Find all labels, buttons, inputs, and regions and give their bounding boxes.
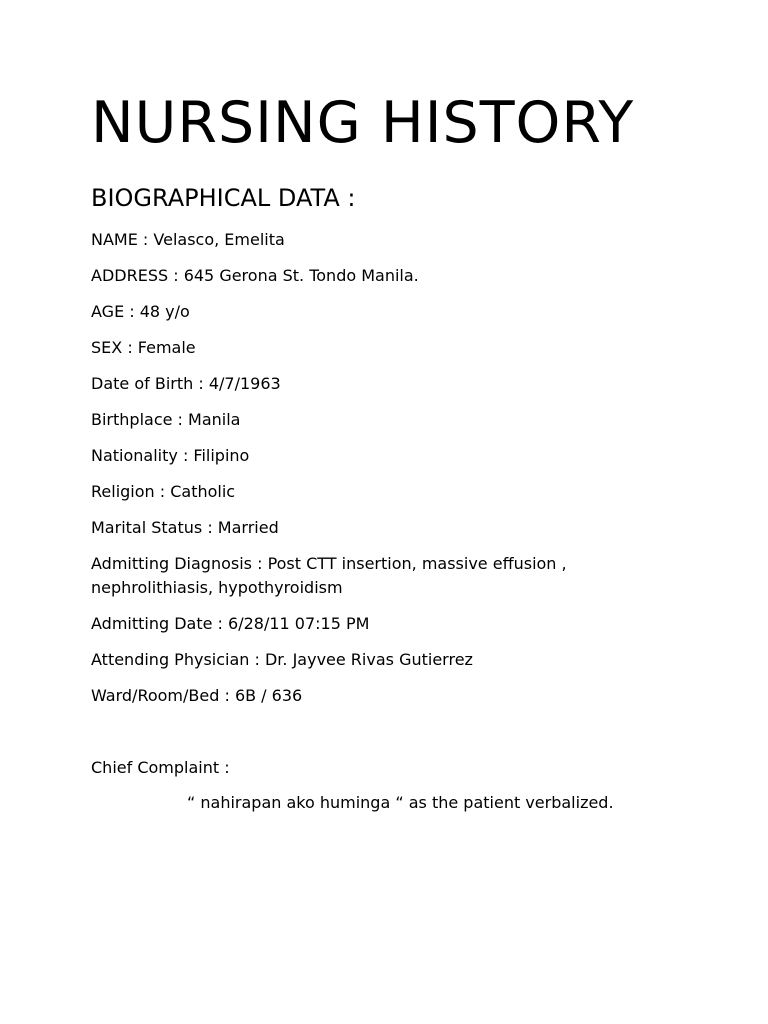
marital-status-field: Marital Status : Married [91, 518, 279, 537]
address-field: ADDRESS : 645 Gerona St. Tondo Manila. [91, 266, 419, 285]
sex-field: SEX : Female [91, 338, 196, 357]
admitting-date-field: Admitting Date : 6/28/11 07:15 PM [91, 614, 370, 633]
nationality-field: Nationality : Filipino [91, 446, 250, 465]
chief-complaint-quote: “ nahirapan ako huminga “ as the patient verbalized. [187, 793, 614, 812]
attending-physician-field: Attending Physician : Dr. Jayvee Rivas Gutierrez [91, 650, 473, 669]
ward-room-bed-field: Ward/Room/Bed : 6B / 636 [91, 686, 303, 705]
age-field: AGE : 48 y/o [91, 302, 190, 321]
admitting-diagnosis-field: Admitting Diagnosis : Post CTT insertion, massive effusion , nephrolithiasis, hypothyroidism [91, 554, 567, 597]
name-field: NAME : Velasco, Emelita [91, 230, 285, 249]
birthplace-field: Birthplace : Manila [91, 410, 241, 429]
date-of-birth-field: Date of Birth : 4/7/1963 [91, 374, 281, 393]
document-title: NURSING HISTORY [91, 90, 635, 156]
chief-complaint-label: Chief Complaint : [91, 758, 230, 777]
religion-field: Religion : Catholic [91, 482, 236, 501]
biographical-data-heading: BIOGRAPHICAL DATA : [91, 184, 356, 212]
